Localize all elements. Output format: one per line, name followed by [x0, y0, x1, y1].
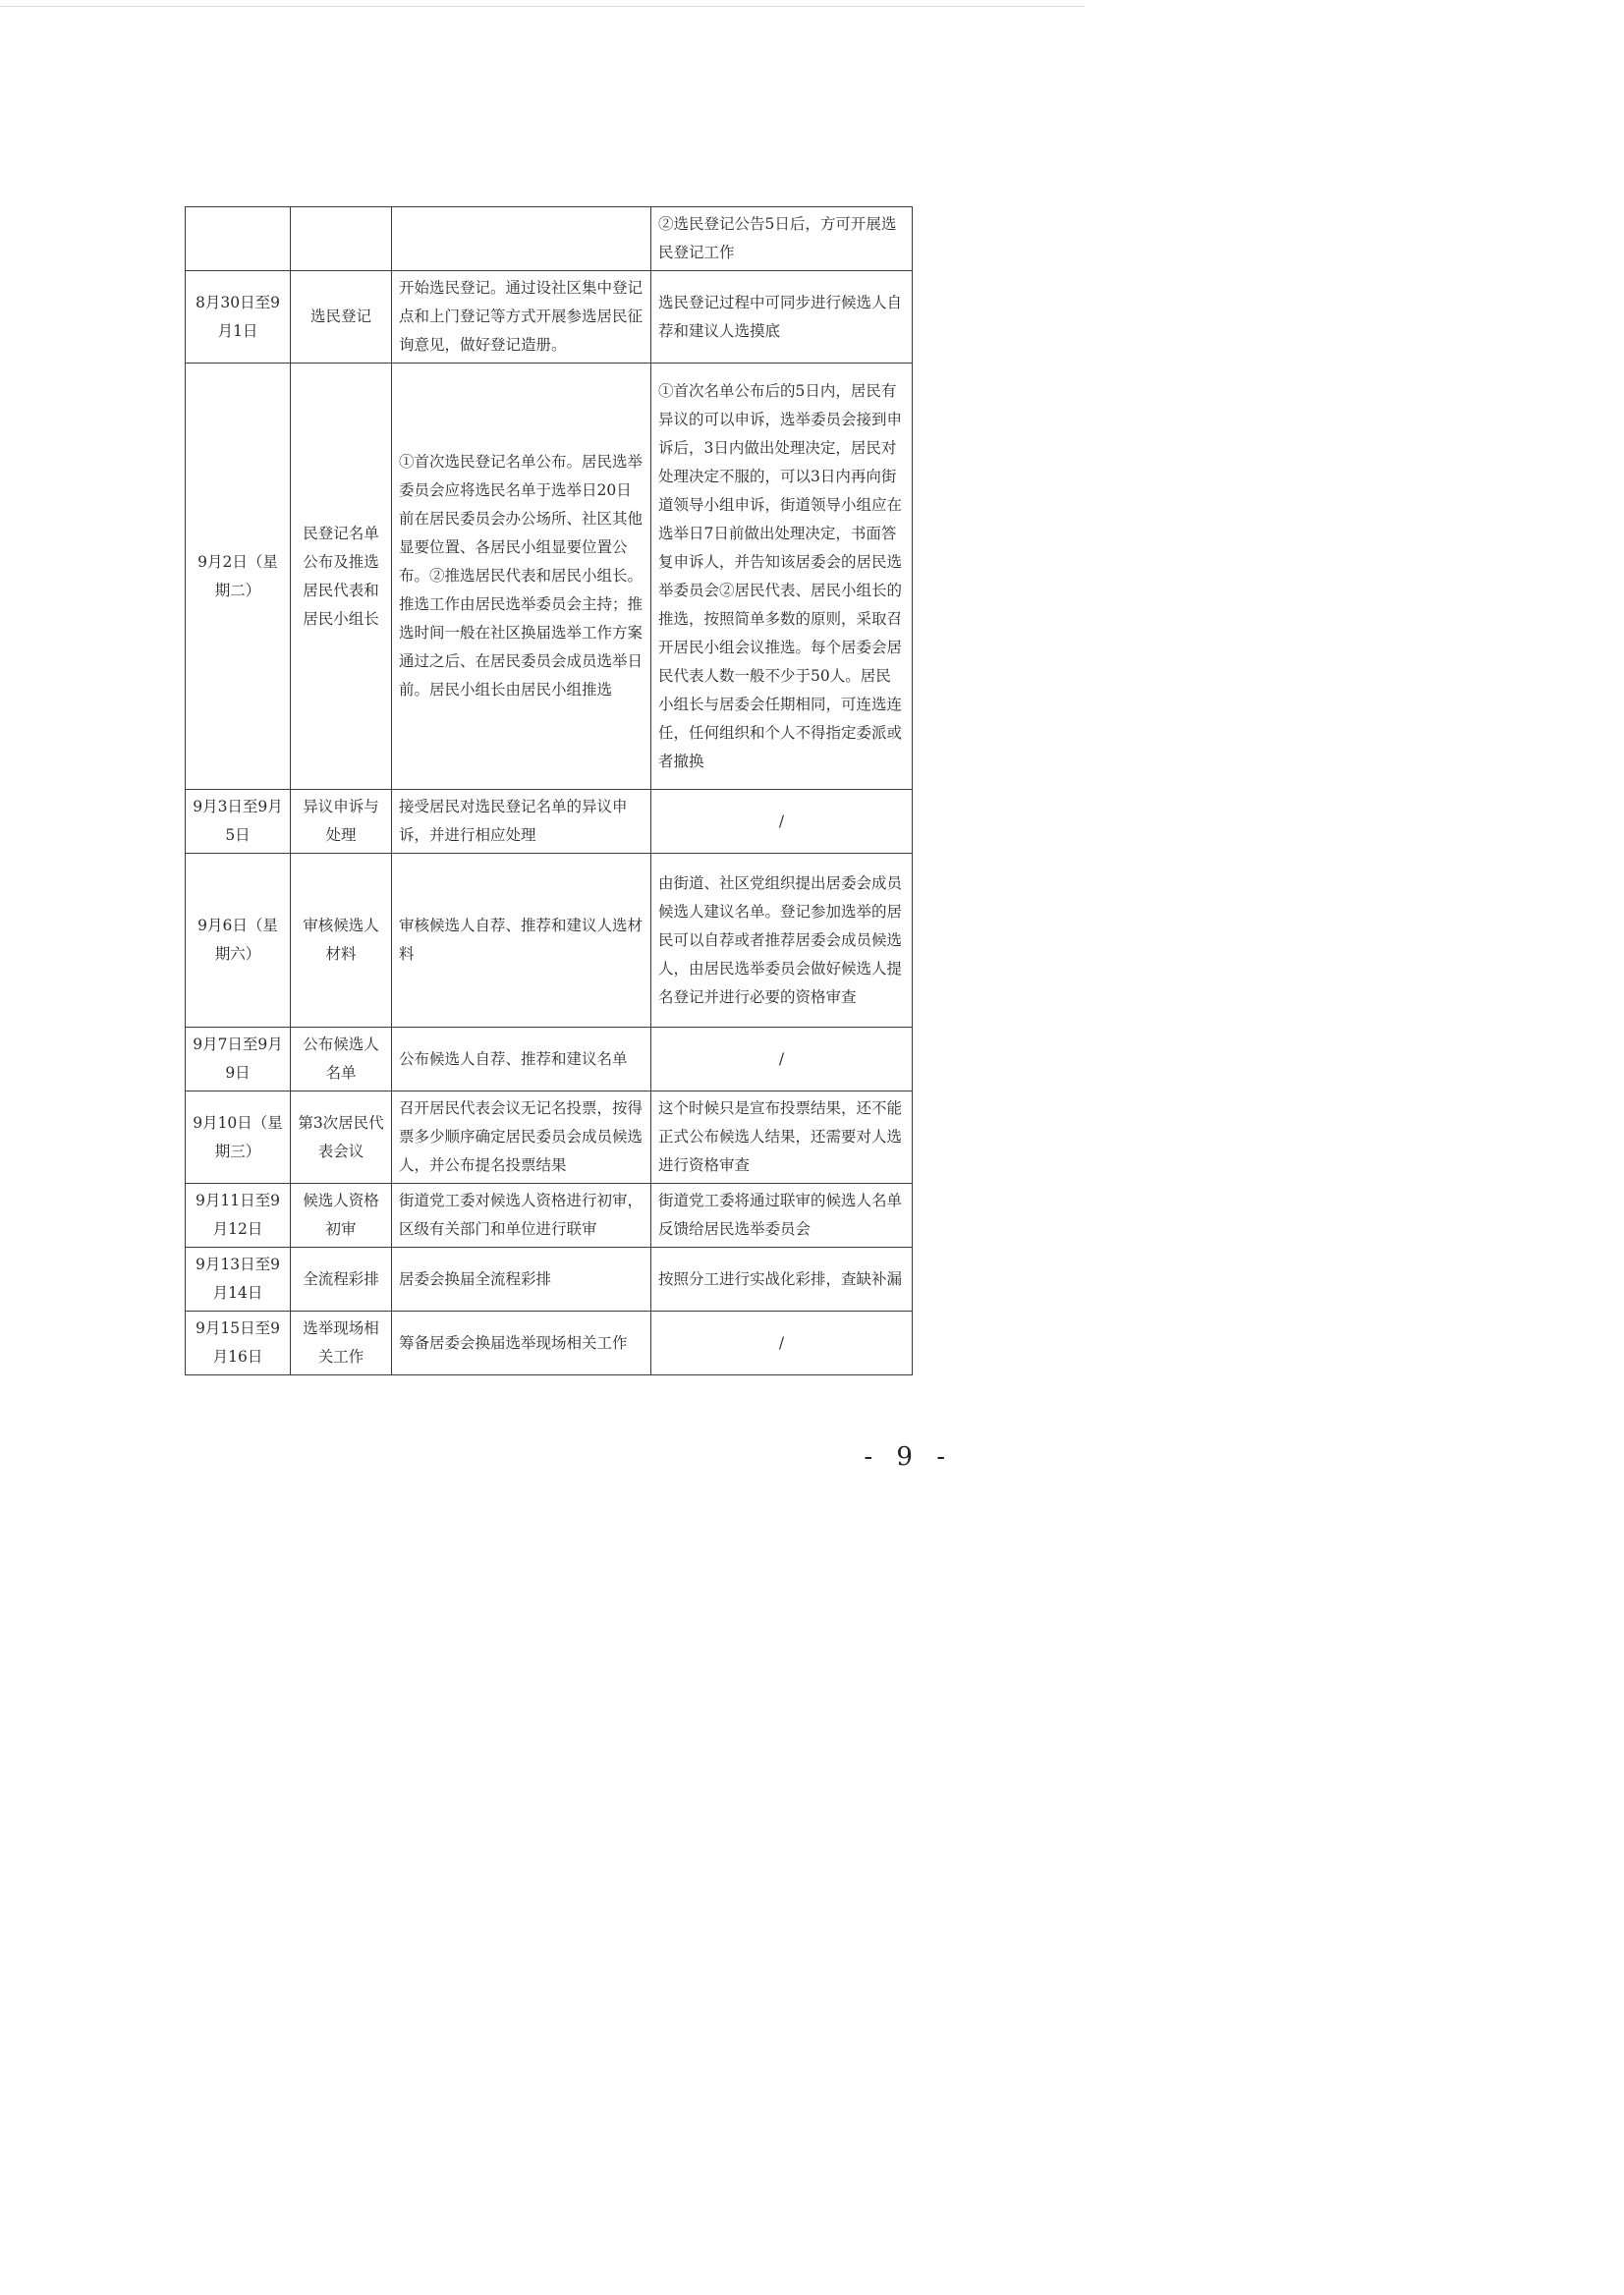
stage-cell: 公布候选人名单: [291, 1028, 392, 1092]
task-cell: 公布候选人自荐、推荐和建议名单: [392, 1028, 651, 1092]
task-cell: 审核候选人自荐、推荐和建议人选材料: [392, 854, 651, 1028]
table-row: [186, 1184, 913, 1248]
date-cell: 9月2日（星期二）: [186, 364, 291, 790]
task-cell: ①首次选民登记名单公布。居民选举委员会应将选民名单于选举日20日前在居民委员会办公场所、社区其他显要位置、各居民小组显要位置公布。②推选居民代表和居民小组长。推选工作由居民选举委员会主持；推选时间一般在社区换届选举工作方案通过之后、在居民委员会成员选举日前。居民小组长由居民小组推选: [392, 364, 651, 790]
task-cell: 召开居民代表会议无记名投票，按得票多少顺序确定居民委员会成员候选人，并公布提名投票结果: [392, 1092, 651, 1184]
table-row: [186, 790, 913, 854]
date-cell: 9月15日至9月16日: [186, 1312, 291, 1375]
note-cell: 这个时候只是宣布投票结果，还不能正式公布候选人结果，还需要对人选进行资格审查: [651, 1092, 913, 1184]
note-cell: /: [651, 790, 913, 854]
stage-cell: 选举现场相关工作: [291, 1312, 392, 1375]
stage-cell: 第3次居民代表会议: [291, 1092, 392, 1184]
note-cell: 街道党工委将通过联审的候选人名单反馈给居民选举委员会: [651, 1184, 913, 1248]
note-cell: 按照分工进行实战化彩排，查缺补漏: [651, 1248, 913, 1312]
date-cell: 9月13日至9月14日: [186, 1248, 291, 1312]
page-number: - 9 -: [864, 1442, 953, 1472]
table-row: [186, 1248, 913, 1312]
task-cell: 街道党工委对候选人资格进行初审，区级有关部门和单位进行联审: [392, 1184, 651, 1248]
task-cell: 接受居民对选民登记名单的异议申诉，并进行相应处理: [392, 790, 651, 854]
table-row: [186, 271, 913, 364]
table-row: [186, 1028, 913, 1092]
note-cell: /: [651, 1028, 913, 1092]
note-cell: 选民登记过程中可同步进行候选人自荐和建议人选摸底: [651, 271, 913, 364]
note-cell: ②选民登记公告5日后，方可开展选民登记工作: [651, 207, 913, 271]
task-cell: [392, 207, 651, 271]
date-cell: 9月3日至9月5日: [186, 790, 291, 854]
note-cell: ①首次名单公布后的5日内，居民有异议的可以申诉，选举委员会接到申诉后，3日内做出处理决定，居民对处理决定不服的，可以3日内再向街道领导小组申诉，街道领导小组应在选举日7日前做出处理决定，书面答复申诉人，并告知该居委会的居民选举委员会②居民代表、居民小组长的推选，按照简单多数的原则，采取召开居民小组会议推选。每个居委会居民代表人数一般不少于50人。居民小组长与居委会任期相同，可连选连任，任何组织和个人不得指定委派或者撤换: [651, 364, 913, 790]
stage-cell: 异议申诉与处理: [291, 790, 392, 854]
stage-cell: 审核候选人材料: [291, 854, 392, 1028]
stage-cell: 候选人资格初审: [291, 1184, 392, 1248]
stage-cell: 民登记名单公布及推选居民代表和居民小组长: [291, 364, 392, 790]
date-cell: 8月30日至9月1日: [186, 271, 291, 364]
stage-cell: [291, 207, 392, 271]
date-cell: 9月10日（星期三）: [186, 1092, 291, 1184]
date-cell: 9月6日（星期六）: [186, 854, 291, 1028]
table-row: [186, 364, 913, 790]
note-cell: 由街道、社区党组织提出居委会成员候选人建议名单。登记参加选举的居民可以自荐或者推荐居委会成员候选人，由居民选举委员会做好候选人提名登记并进行必要的资格审查: [651, 854, 913, 1028]
note-cell: /: [651, 1312, 913, 1375]
election-schedule-table: [185, 206, 913, 1375]
table-row: [186, 207, 913, 271]
stage-cell: 全流程彩排: [291, 1248, 392, 1312]
date-cell: [186, 207, 291, 271]
page-top-edge: [0, 6, 1085, 7]
date-cell: 9月11日至9月12日: [186, 1184, 291, 1248]
table-row: [186, 1312, 913, 1375]
task-cell: 居委会换届全流程彩排: [392, 1248, 651, 1312]
table-row: [186, 854, 913, 1028]
date-cell: 9月7日至9月9日: [186, 1028, 291, 1092]
table-row: [186, 1092, 913, 1184]
stage-cell: 选民登记: [291, 271, 392, 364]
task-cell: 开始选民登记。通过设社区集中登记点和上门登记等方式开展参选居民征询意见，做好登记造册。: [392, 271, 651, 364]
task-cell: 筹备居委会换届选举现场相关工作: [392, 1312, 651, 1375]
